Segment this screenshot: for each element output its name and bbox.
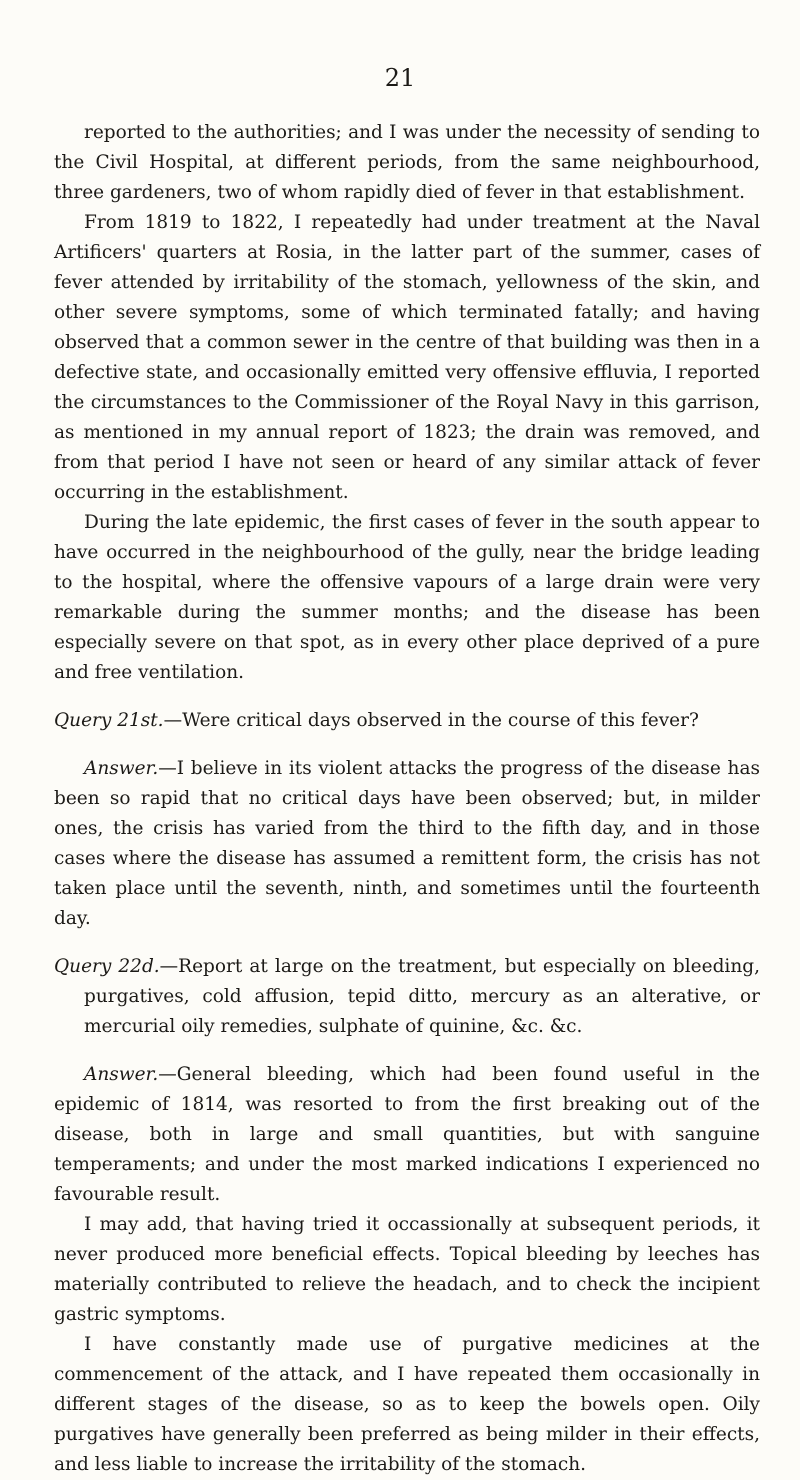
paragraph-late-epidemic xyxy=(54,508,760,688)
answer-label: Answer. xyxy=(84,758,159,779)
query-text: —Were critical days observed in the course of this fever? xyxy=(163,710,699,731)
query-21 xyxy=(54,706,760,736)
paragraph-continuation xyxy=(54,118,760,208)
query-label: Query 21st. xyxy=(54,710,164,731)
query-label: Query 22d. xyxy=(54,956,160,977)
paragraph-text: reported to the authorities; and I was under the necessity of sending to the Civil Hospital, at different periods, from the same neighbourhood, three gardeners, two of whom rapidly died of fever in that establishment. xyxy=(54,122,760,203)
answer-22 xyxy=(54,1060,760,1210)
paragraph-text: During the late epidemic, the first cases of fever in the south appear to have occurred in the neighbourhood of the gully, near the bridge leading to the hospital, where the offensive vapours of a large drain were very remarkable during the summer months; and the disease has been especially severe on that spot, as in every other place deprived of a pure and free ventilation. xyxy=(54,512,760,683)
paragraph-purgatives xyxy=(54,1330,760,1480)
page-number: 21 xyxy=(384,64,416,92)
answer-text: —I believe in its violent attacks the progress of the disease has been so rapid that no critical days have been observed; but, in milder ones, the crisis has varied from the third to the fifth day, and in those cases where the disease has assumed a remittent form, the crisis has not taken place until the seventh, ninth, and sometimes until the fourteenth day. xyxy=(54,758,760,929)
paragraph-text: I have constantly made use of purgative medicines at the commencement of the attack, and I have repeated them occasionally in different stages of the disease, so as to keep the bowels open. Oily purgatives have generally been preferred as being milder in their effects, and less liable to increase the irritability of the stomach. xyxy=(54,1334,760,1475)
body-text xyxy=(54,118,760,1480)
answer-21 xyxy=(54,754,760,934)
paragraph-naval-artificers xyxy=(54,208,760,508)
paragraph-text: From 1819 to 1822, I repeatedly had under treatment at the Naval Artificers' quarters at Rosia, in the latter part of the summer, cases of fever attended by irritability of the stomach, yellowness of the skin, and other severe symptoms, some of which terminated fatally; and having observed that a common sewer in the centre of that building was then in a defective state, and occasionally emitted very offensive effluvia, I reported the circumstances to the Commissioner of the Royal Navy in this garrison, as mentioned in my annual report of 1823; the drain was removed, and from that period I have not seen or heard of any similar attack of fever occurring in the establishment. xyxy=(54,212,760,503)
query-text: —Report at large on the treatment, but especially on bleeding, purgatives, cold affusion, tepid ditto, mercury as an alterative, or mercurial oily remedies, sulphate of quinine, &c. &c. xyxy=(84,956,760,1037)
paragraph-text: I may add, that having tried it occassionally at subsequent periods, it never produced more beneficial effects. Topical bleeding by leeches has materially contributed to relieve the headach, and to check the incipient gastric symptoms. xyxy=(54,1214,760,1325)
answer-label: Answer. xyxy=(84,1064,159,1085)
answer-text: —General bleeding, which had been found useful in the epidemic of 1814, was resorted to from the first breaking out of the disease, both in large and small quantities, but with sanguine temperaments; and under the most marked indications I experienced no favourable result. xyxy=(54,1064,760,1205)
query-22 xyxy=(54,952,760,1042)
paragraph-topical-bleeding xyxy=(54,1210,760,1330)
